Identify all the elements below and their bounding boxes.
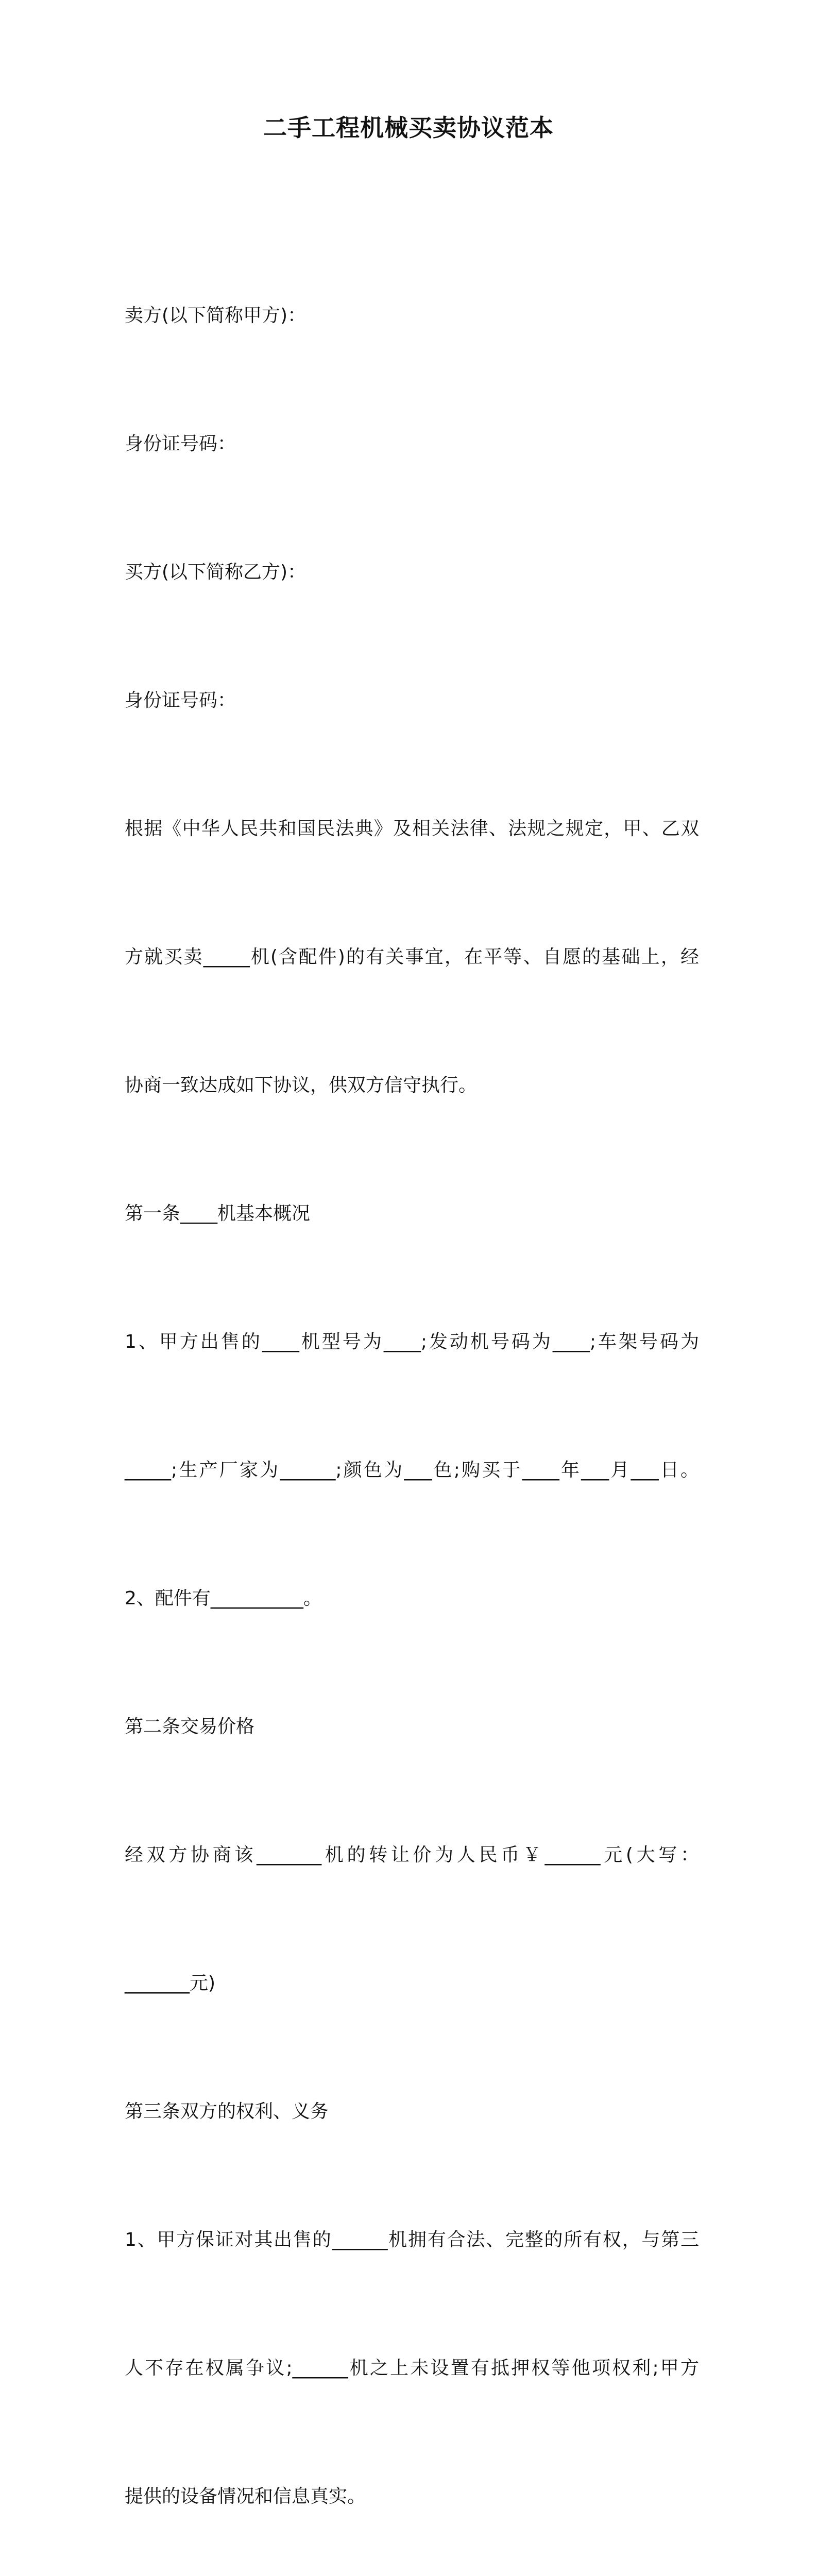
article-1-item-1-line-2: _____;生产厂家为______;颜色为___色;购买于____年___月___日。: [125, 1460, 699, 1481]
article-2-price-line-2: _______元): [125, 1973, 216, 1994]
seller-id-line: 身份证号码：: [125, 433, 236, 454]
article-3-item-1-line-1: 1、甲方保证对其出售的______机拥有合法、完整的所有权，与第三: [125, 2229, 699, 2250]
buyer-id-line: 身份证号码：: [125, 690, 236, 711]
document-body: [125, 209, 699, 2576]
article-3-item-1-line-3: 提供的设备情况和信息真实。: [125, 2486, 366, 2507]
seller-line: 卖方(以下简称甲方)：: [125, 305, 307, 326]
article-1-item-1-line-1: 1、甲方出售的____机型号为____;发动机号码为____;车架号码为: [125, 1331, 699, 1352]
article-1-heading: 第一条____机基本概况: [125, 1203, 311, 1224]
article-3-heading: 第三条双方的权利、义务: [125, 2101, 329, 2122]
article-2-heading: 第二条交易价格: [125, 1716, 255, 1737]
article-1-item-2: 2、配件有__________。: [125, 1588, 322, 1609]
document-title: 二手工程机械买卖协议范本: [263, 114, 554, 142]
buyer-line: 买方(以下简称乙方)：: [125, 562, 307, 583]
article-2-price-line-1: 经双方协商该_______机的转让价为人民币￥______元(大写：: [125, 1844, 699, 1866]
preamble-line-3: 协商一致达成如下协议，供双方信守执行。: [125, 1075, 478, 1096]
article-3-item-1-line-2: 人不存在权属争议;______机之上未设置有抵押权等他项权利;甲方: [125, 2358, 699, 2379]
preamble-line-1: 根据《中华人民共和国民法典》及相关法律、法规之规定，甲、乙双: [125, 818, 699, 839]
preamble-line-2: 方就买卖_____机(含配件)的有关事宜，在平等、自愿的基础上，经: [125, 946, 699, 968]
